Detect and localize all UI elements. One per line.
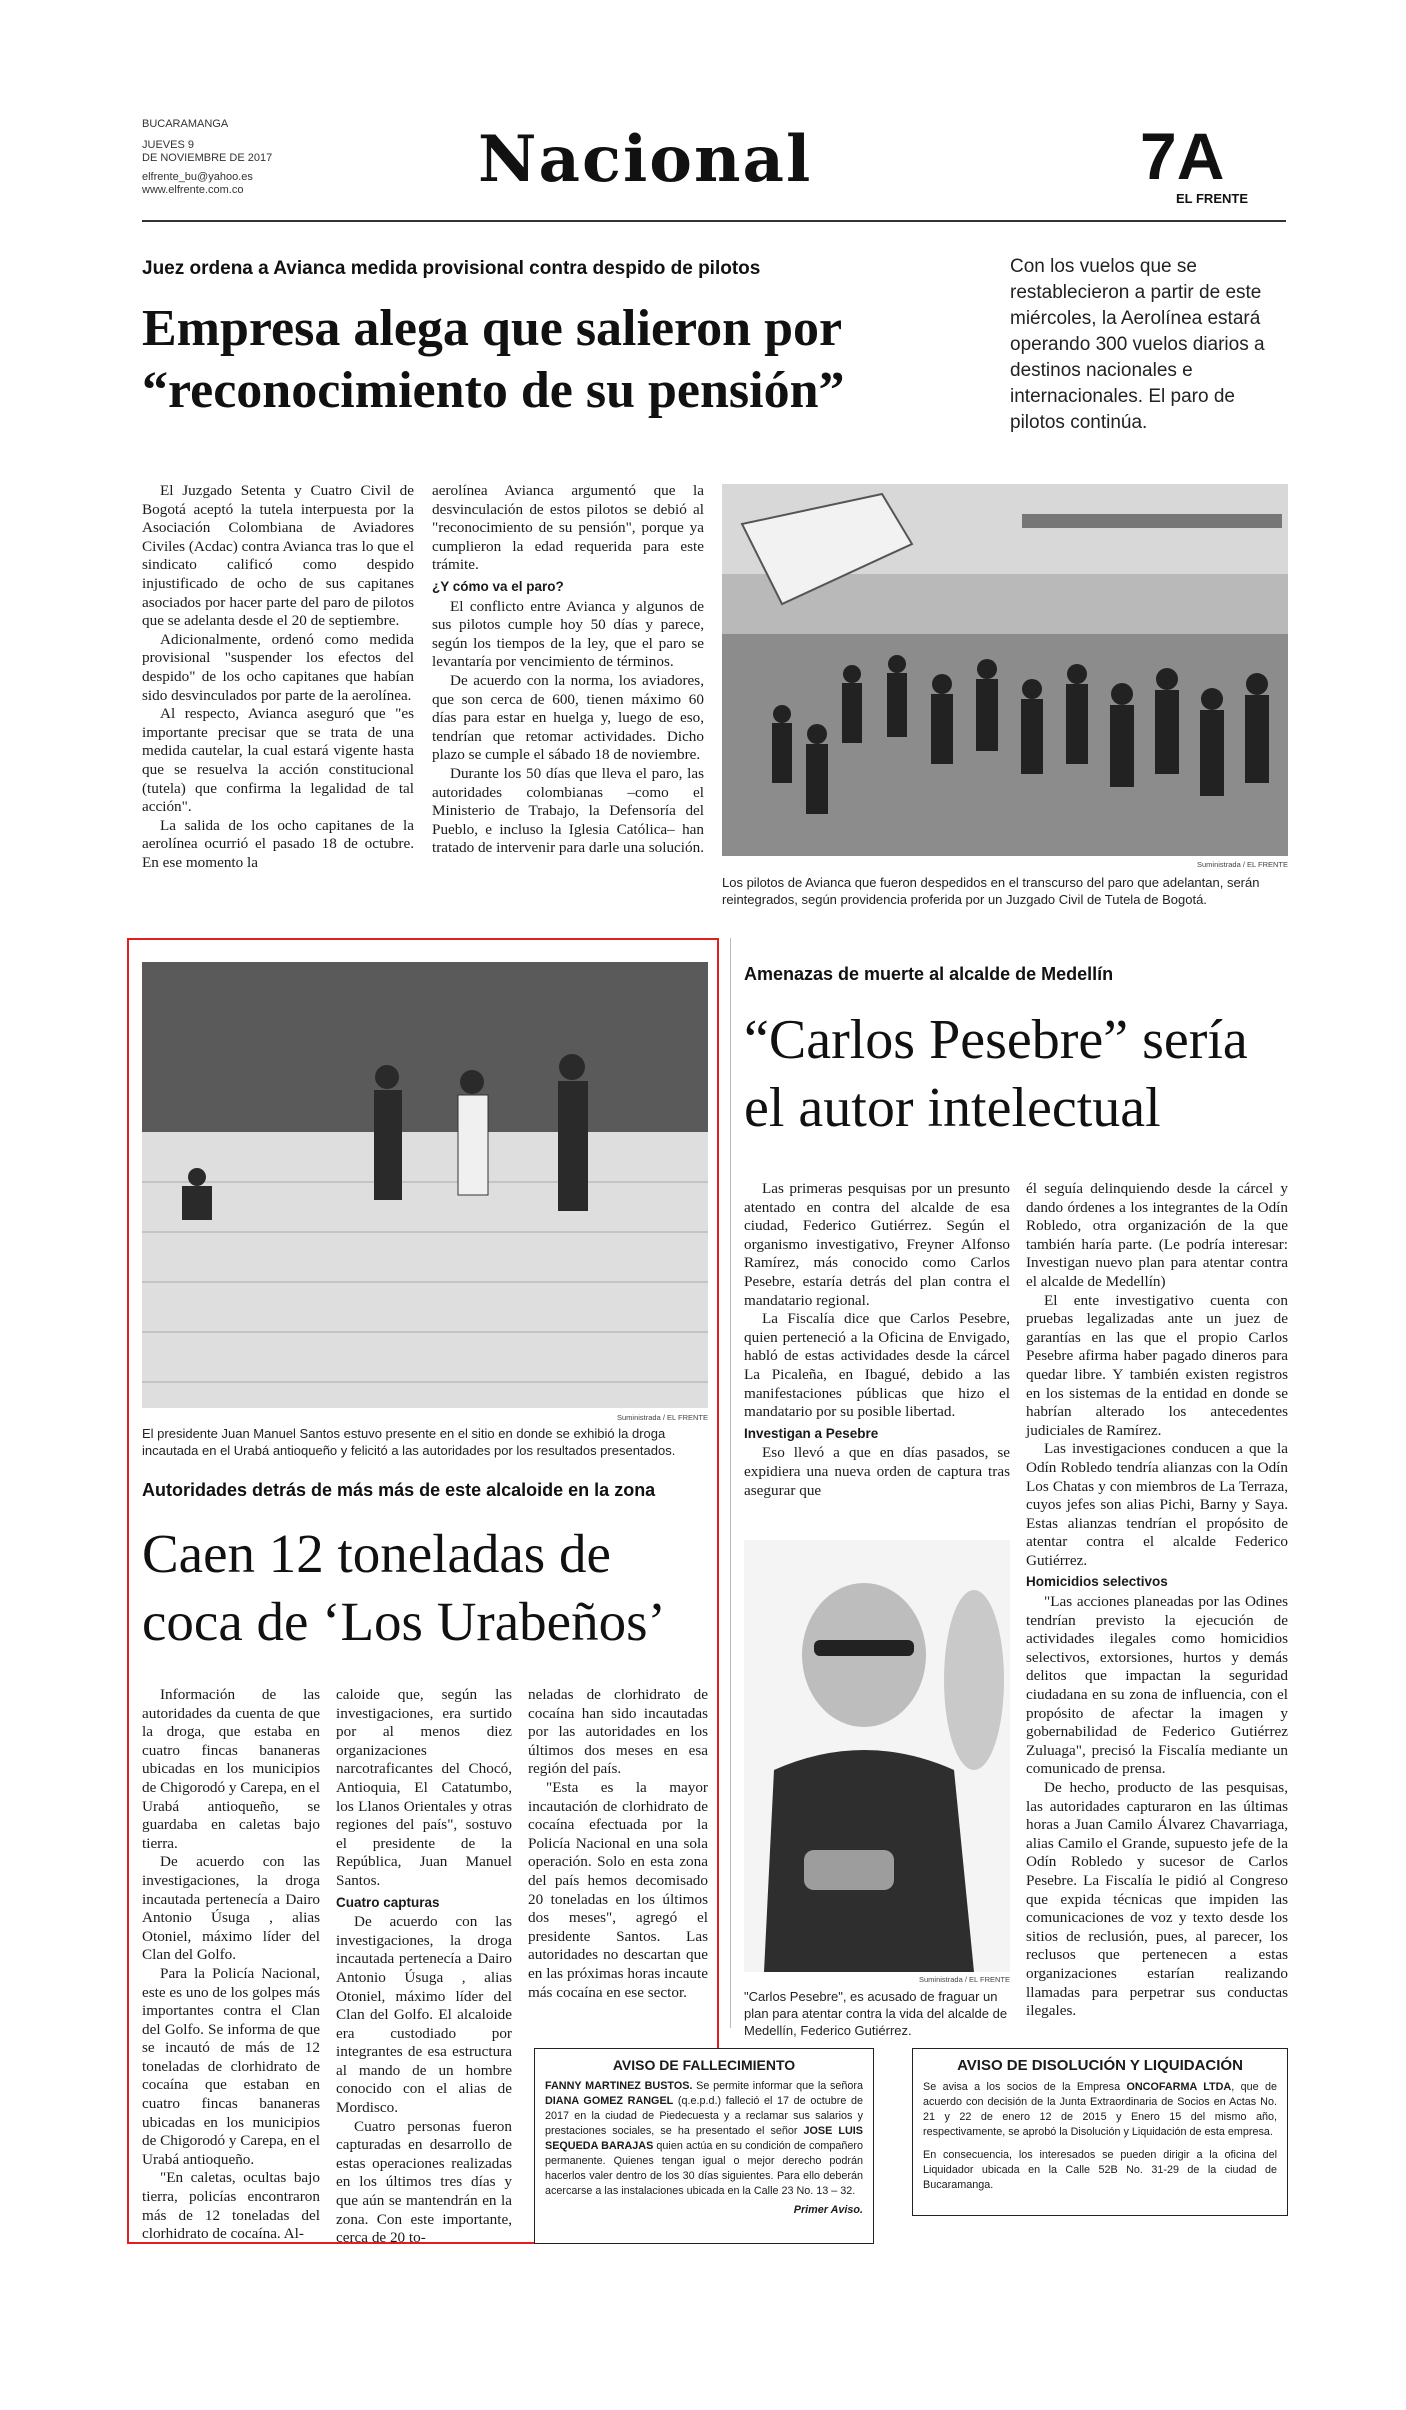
carlos-pesebre-photo [744,1540,1010,1972]
subhead: Investigan a Pesebre [744,1425,879,1441]
death-notice-text [545,2079,863,2199]
paragraph: Durante los 50 días que lleva el paro, las autoridades colombianas –como el Ministerio de Trabajo, la Defensoría del Pueblo, e incluso la Iglesia Católica– han tratado de intervenir para darle una solución. [432,764,704,857]
subhead: ¿Y cómo va el paro? [432,578,564,594]
text-segment: Se permite informar que la señora [692,2080,864,2092]
pesebre-column-2 [1026,1180,1288,2021]
coca-headline-line2: coca de ‘Los Urabeños’ [142,1591,666,1652]
pesebre-headline [744,1006,1292,1142]
avianca-headline [142,298,1022,422]
paragraph: De acuerdo con las investigaciones, la droga incautada pertenecía a Dairo Antonio Úsuga , alias Otoniel, máximo líder del Clan del Golfo. [142,1853,320,1964]
paragraph: neladas de clorhidrato de cocaína han sido incautadas por las autoridades en los últimos dos meses en esa región del país. [528,1686,708,1778]
brand-name: EL FRENTE [1176,191,1248,206]
pesebre-photo-caption: "Carlos Pesebre", es acusado de fraguar un plan para atentar contra la vida del alcalde de Medellín, Federico Gutiérrez. [744,1989,1008,2038]
masthead-website[interactable]: www.elfrente.com.co [142,184,244,196]
coca-column-1 [142,1686,320,2244]
pesebre-column-1 [744,1180,1010,1500]
notifier-name: FANNY MARTINEZ BUSTOS. [545,2080,693,2092]
paragraph: Adicionalmente, ordenó como medida provisional "suspender los efectos del despido" de los ocho capitanes que habían sido desvinculados por parte de la aerolínea. [142,630,414,704]
paragraph: El conflicto entre Avianca y algunos de sus pilotos cumple hoy 50 días y parece, según los tiempos de la ley, que el paro se levantaría por vencimiento de términos. [432,597,704,671]
seizure-illustration [142,962,708,1408]
coca-seizure-photo [142,962,708,1408]
paragraph: La Fiscalía dice que Carlos Pesebre, quien perteneció a la Oficina de Envigado, habló de estas actividades desde la cárcel La Picaleña, en Ibagué, debido a las manifestaciones públicas que hizo el mandatario por su posible libertad. [744,1310,1010,1421]
deceased-name: DIANA GOMEZ RANGEL [545,2095,674,2107]
liquidation-notice-text-2: En consecuencia, los interesados se pueden dirigir a la oficina del Liquidador ubicada en la Calle 52B No. 31-29 de la ciudad de Bucaramanga. [923,2149,1277,2191]
avianca-headline-line1: Empresa alega que salieron por [142,300,843,357]
paragraph: Al respecto, Avianca aseguró que "es importante precisar que se trata de una medida cautelar, la cual estará vigente hasta que se resuelva la acción constitucional (tutela) que confirma la legalidad de tal acción". [142,705,414,816]
paragraph: El ente investigativo cuenta con pruebas legalizadas ante un juez de garantías en las que el propio Carlos Pesebre afirma haber pagado dineros para quedar libre. Y también existen registros en los sistemas de la entidad en donde se habrían alterado los antecedentes judiciales de Ramírez. [1026,1291,1288,1439]
subhead: Cuatro capturas [336,1894,440,1910]
coca-headline [142,1520,708,1656]
masthead-date-line1: JUEVES 9 [142,139,194,151]
paragraph: De acuerdo con las investigaciones, la droga incautada pertenecía a Dairo Antonio Úsuga , alias Otoniel, máximo líder del Clan del Golfo. El alcaloide era custodiado por integrantes de esa estructura al mando de un hombre conocido con el alias de Mordisco. [336,1913,512,2117]
pesebre-kicker: Amenazas de muerte al alcalde de Medellín [744,964,1114,984]
paragraph: Las primeras pesquisas por un presunto atentado en contra del alcalde de esa ciudad, Federico Gutiérrez. Según el organismo investigativo, Freyner Alfonso Ramírez, más conocido como Carlos Pesebre, estaría detrás del plan contra el mandatario regional. [744,1180,1010,1309]
liquidation-notice-text [923,2080,1277,2140]
paragraph: caloide que, según las investigaciones, era surtido por al menos diez organizaciones narcotraficantes del Chocó, Antioquia, El Catatumbo, los Llanos Orientales y otras regiones del país", sostuvo el presidente de la República, Juan Manuel Santos. [336,1686,512,1889]
coca-headline-line1: Caen 12 toneladas de [142,1523,611,1584]
pesebre-headline-line2: el autor intelectual [744,1077,1161,1139]
coca-photo-credit: Suministrada / EL FRENTE [617,1413,708,1422]
paragraph: Cuatro personas fueron capturadas en desarrollo de estas operaciones realizadas en los últimos tres días y que aún se mantendrán en la zona. Con este importante, cerca de 20 to- [336,2117,512,2247]
coca-column-2 [336,1686,512,2248]
death-notice-title: AVISO DE FALLECIMIENTO [612,2057,796,2073]
coca-kicker: Autoridades detrás de más más de este alcaloide en la zona [142,1480,656,1500]
death-notice-signature: Primer Aviso. [793,2204,863,2216]
claimant-name: JOSE LUIS SEQUEDA BARAJAS [545,2125,863,2152]
paragraph: De acuerdo con la norma, los aviadores, que son cerca de 600, tienen máximo 60 días para estar en huelga y, luego de eso, tendrían que retomar actividades. Dicho plazo se cumple el sábado 18 de noviembre. [432,671,704,764]
death-notice [534,2048,874,2244]
paragraph: aerolínea Avianca argumentó que la desvinculación de estos pilotos se debió al "reconocimiento de su pensión", porque ya cumplieron la edad requerida para este trámite. [432,482,704,574]
masthead-date-line2: DE NOVIEMBRE DE 2017 [142,152,273,164]
avianca-kicker: Juez ordena a Avianca medida provisional contra despido de pilotos [142,258,761,279]
text-segment: Se avisa a los socios de la Empresa [923,2081,1127,2093]
coca-column-3 [528,1686,708,2002]
company-name: ONCOFARMA LTDA [1126,2081,1232,2093]
avianca-deck: Con los vuelos que se restablecieron a partir de este miércoles, la Aerolínea estará operando 300 vuelos diarios a destinos nacionales e internacionales. El paro de pilotos continúa. [1010,256,1265,433]
pesebre-headline-line1: “Carlos Pesebre” sería [744,1009,1248,1071]
masthead-rule [142,220,1286,222]
paragraph: "Esta es la mayor incautación de clorhidrato de cocaína efectuada por la Policía Nacional en una sola operación. Solo en esta zona del país hemos decomisado 20 toneladas en los últimos dos meses", agregó el presidente Santos. Las autoridades no descartan que en las próximas horas incaute más cocaína en ese sector. [528,1778,708,2001]
paragraph: De hecho, producto de las pesquisas, las autoridades capturaron en las últimas horas a Juan Camilo Álvarez Chavarriaga, alias Camilo el Grande, supuesto jefe de la Odín Robledo y sucesor de Carlos Pesebre. La Fiscalía le pidió al Congreso que expida técnicas que impiden las comunicaciones de voz y texto desde los sitios de reclusión, pues, al parecer, los reclusos que pertenecen a estas organizaciones estarían realizando llamadas para perpetrar sus conductas ilegales. [1026,1779,1288,2020]
avianca-column-2 [432,482,704,858]
paragraph: Las investigaciones conducen a que la Odín Robledo tendría alianzas con la Odín Los Chatas y con miembros de La Terraza, cuyos jefes son alias Pichi, Barny y Saya. Estas alianzas tendrían el propósito de atentar contra el alcalde Federico Gutiérrez. [1026,1440,1288,1569]
subhead: Homicidios selectivos [1026,1574,1168,1590]
paragraph: Eso llevó a que en días pasados, se expidiera una nueva orden de captura tras asegurar que [744,1444,1010,1499]
text-segment: , que de acuerdo con decisión de la Junta Extraordinaria de Socios en Actas No. 21 y 22 de enero 12 de 2015 y Enero 15 del mismo año, respectivamente, se aprobó la Disolución y Liquidación de esta empresa. [923,2081,1278,2138]
text-segment: quien actúa en su condición de compañero permanente. Quienes tengan igual o mejor derecho podrán hacerlos valer dentro de los 30 días siguientes. Para ello deberán acercarse a las instalaciones ubicada en la Calle 23 No. 13 – 32. [545,2140,864,2197]
paragraph: El Juzgado Setenta y Cuatro Civil de Bogotá aceptó la tutela interpuesta por la Asociación Colombiana de Aviadores Civiles (Acdac) contra Avianca tras lo que el sindicato calificó como despido injustificado de ocho de sus capitanes asociados por hacer parte del paro de pilotos que se adelanta desde el 20 de septiembre. [142,482,414,630]
suspect-portrait-illustration [744,1540,1010,1972]
liquidation-notice-title: AVISO DE DISOLUCIÓN Y LIQUIDACIÓN [957,2057,1243,2074]
avianca-pilots-photo [722,484,1288,856]
section-title: Nacional [478,122,813,197]
avianca-column-1 [142,482,414,872]
avianca-photo-credit: Suministrada / EL FRENTE [1197,860,1288,869]
avianca-headline-line2: “reconocimiento de su pensión” [142,362,845,419]
paragraph: Información de las autoridades da cuenta de que la droga, que estaba en cuatro fincas bananeras ubicadas en los municipios de Chigorodó y Carepa, en el Urabá antioqueño, se guardaba en caletas bajo tierra. [142,1686,320,1852]
avianca-photo-caption: Los pilotos de Avianca que fueron despedidos en el transcurso del paro que adelantan, serán reintegrados, según providencia proferida por un Juzgado Civil de Tutela de Bogotá. [722,875,1260,907]
paragraph: Para la Policía Nacional, este es uno de los golpes más importantes contra el Clan del Golfo. Se informa de que se incautó de más de 12 toneladas de clorhidrato de cocaína que estaban en cuatro fincas bananeras ubicadas en los municipios de Chigorodó y Carepa, en el Urabá antioqueño. [142,1964,321,2168]
liquidation-notice [912,2048,1288,2216]
masthead-city: BUCARAMANGA [142,118,229,130]
pilots-march-illustration [722,484,1288,856]
masthead-email[interactable]: elfrente_bu@yahoo.es [142,171,253,183]
column-divider [730,938,731,2028]
text-segment: (q.e.p.d.) falleció el 17 de octubre de 2017 en la ciudad de Piedecuesta y a reclamar sus salarios y prestaciones sociales, se ha presentado el señor [545,2095,863,2137]
pesebre-photo-credit: Suministrada / EL FRENTE [919,1975,1010,1984]
paragraph: "Las acciones planeadas por las Odines tendrían previsto la ejecución de actividades ilegales como homicidios selectivos, extorsiones, hurtos y demás delitos que impactan la seguridad ciudadana en su zona de influencia, con el propósito de afectar la imagen y gobernabilidad de Federico Gutiérrez Zuluaga", precisó la Fiscalía mediante un comunicado de prensa. [1026,1593,1288,1778]
paragraph: "En caletas, ocultas bajo tierra, policías encontraron más de 12 toneladas del clorhidrato de cocaína. Al- [142,2169,320,2243]
paragraph: La salida de los ocho capitanes de la aerolínea ocurrió el pasado 18 de octubre. En ese momento la [142,816,414,871]
masthead-info [142,118,362,197]
coca-photo-caption: El presidente Juan Manuel Santos estuvo presente en el sitio en donde se exhibió la droga incautada en el Urabá antioqueño y felicitó a las autoridades por los resultados presentados. [142,1426,676,1458]
paragraph: él seguía delinquiendo desde la cárcel y dando órdenes a los integrantes de la Odín Robledo, otra organización de la que también haría parte. (Le podría interesar: Investigan nuevo plan para atentar contra el alcalde de Medellín) [1026,1180,1288,1290]
page-number: 7A [1140,119,1225,193]
